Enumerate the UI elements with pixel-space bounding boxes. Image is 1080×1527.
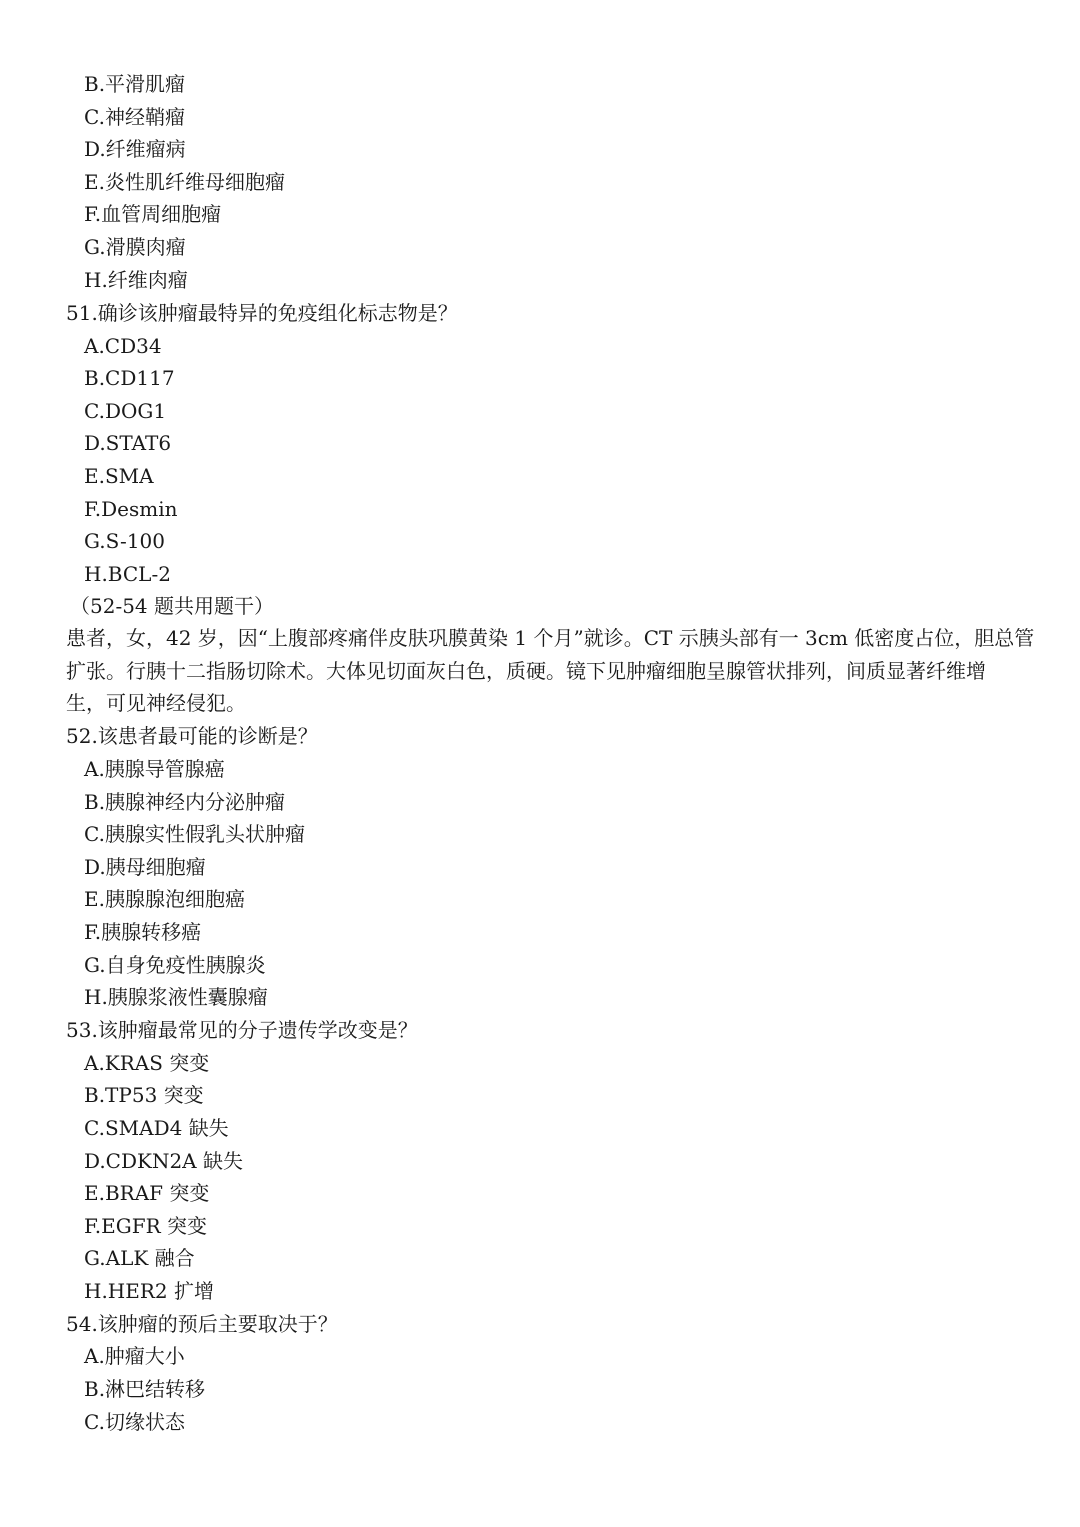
- q52-option-d: D.胰母细胞瘤: [84, 855, 206, 879]
- q51-option-b: B.CD117: [84, 366, 175, 390]
- q51-option-h: H.BCL-2: [84, 562, 171, 586]
- q52-option-h: H.胰腺浆液性囊腺瘤: [84, 985, 268, 1009]
- case-stem-line-1: 患者，女，42 岁，因“上腹部疼痛伴皮肤巩膜黄染 1 个月”就诊。CT 示胰头部有一 3cm 低密度占位，胆总管: [66, 626, 1035, 650]
- question-52: 52.该患者最可能的诊断是？: [66, 724, 318, 748]
- q53-option-d: D.CDKN2A 缺失: [84, 1149, 243, 1173]
- case-stem-line-3: 生，可见神经侵犯。: [66, 691, 246, 715]
- q53-option-g: G.ALK 融合: [84, 1246, 195, 1270]
- q51-option-d: D.STAT6: [84, 431, 172, 455]
- option-c: C.神经鞘瘤: [84, 105, 185, 129]
- q53-option-f: F.EGFR 突变: [84, 1214, 207, 1238]
- q51-option-e: E.SMA: [84, 464, 154, 488]
- q53-option-c: C.SMAD4 缺失: [84, 1116, 229, 1140]
- q53-option-b: B.TP53 突变: [84, 1083, 204, 1107]
- q51-option-a: A.CD34: [84, 334, 162, 358]
- q52-option-b: B.胰腺神经内分泌肿瘤: [84, 790, 286, 814]
- q54-option-a: A.肿瘤大小: [84, 1344, 185, 1368]
- q52-option-g: G.自身免疫性胰腺炎: [84, 953, 266, 977]
- option-d: D.纤维瘤病: [84, 137, 186, 161]
- q52-option-e: E.胰腺腺泡细胞癌: [84, 887, 245, 911]
- q54-option-b: B.淋巴结转移: [84, 1377, 206, 1401]
- q53-option-h: H.HER2 扩增: [84, 1279, 214, 1303]
- q52-option-c: C.胰腺实性假乳头状肿瘤: [84, 822, 305, 846]
- q51-option-g: G.S-100: [84, 529, 165, 553]
- question-54: 54.该肿瘤的预后主要取决于？: [66, 1312, 338, 1336]
- option-e: E.炎性肌纤维母细胞瘤: [84, 170, 285, 194]
- option-b: B.平滑肌瘤: [84, 72, 186, 96]
- option-f: F.血管周细胞瘤: [84, 202, 222, 226]
- q51-option-f: F.Desmin: [84, 497, 178, 521]
- q52-option-f: F.胰腺转移癌: [84, 920, 202, 944]
- q51-option-c: C.DOG1: [84, 399, 167, 423]
- question-51: 51.确诊该肿瘤最特异的免疫组化标志物是？: [66, 301, 458, 325]
- option-g: G.滑膜肉瘤: [84, 235, 186, 259]
- shared-stem-header: （52-54 题共用题干）: [70, 594, 275, 618]
- case-stem-line-2: 扩张。行胰十二指肠切除术。大体见切面灰白色，质硬。镜下见肿瘤细胞呈腺管状排列，间质显著纤维增: [66, 659, 986, 683]
- q53-option-e: E.BRAF 突变: [84, 1181, 210, 1205]
- question-53: 53.该肿瘤最常见的分子遗传学改变是？: [66, 1018, 418, 1042]
- q53-option-a: A.KRAS 突变: [84, 1051, 210, 1075]
- q52-option-a: A.胰腺导管腺癌: [84, 757, 225, 781]
- q54-option-c: C.切缘状态: [84, 1410, 185, 1434]
- option-h: H.纤维肉瘤: [84, 268, 188, 292]
